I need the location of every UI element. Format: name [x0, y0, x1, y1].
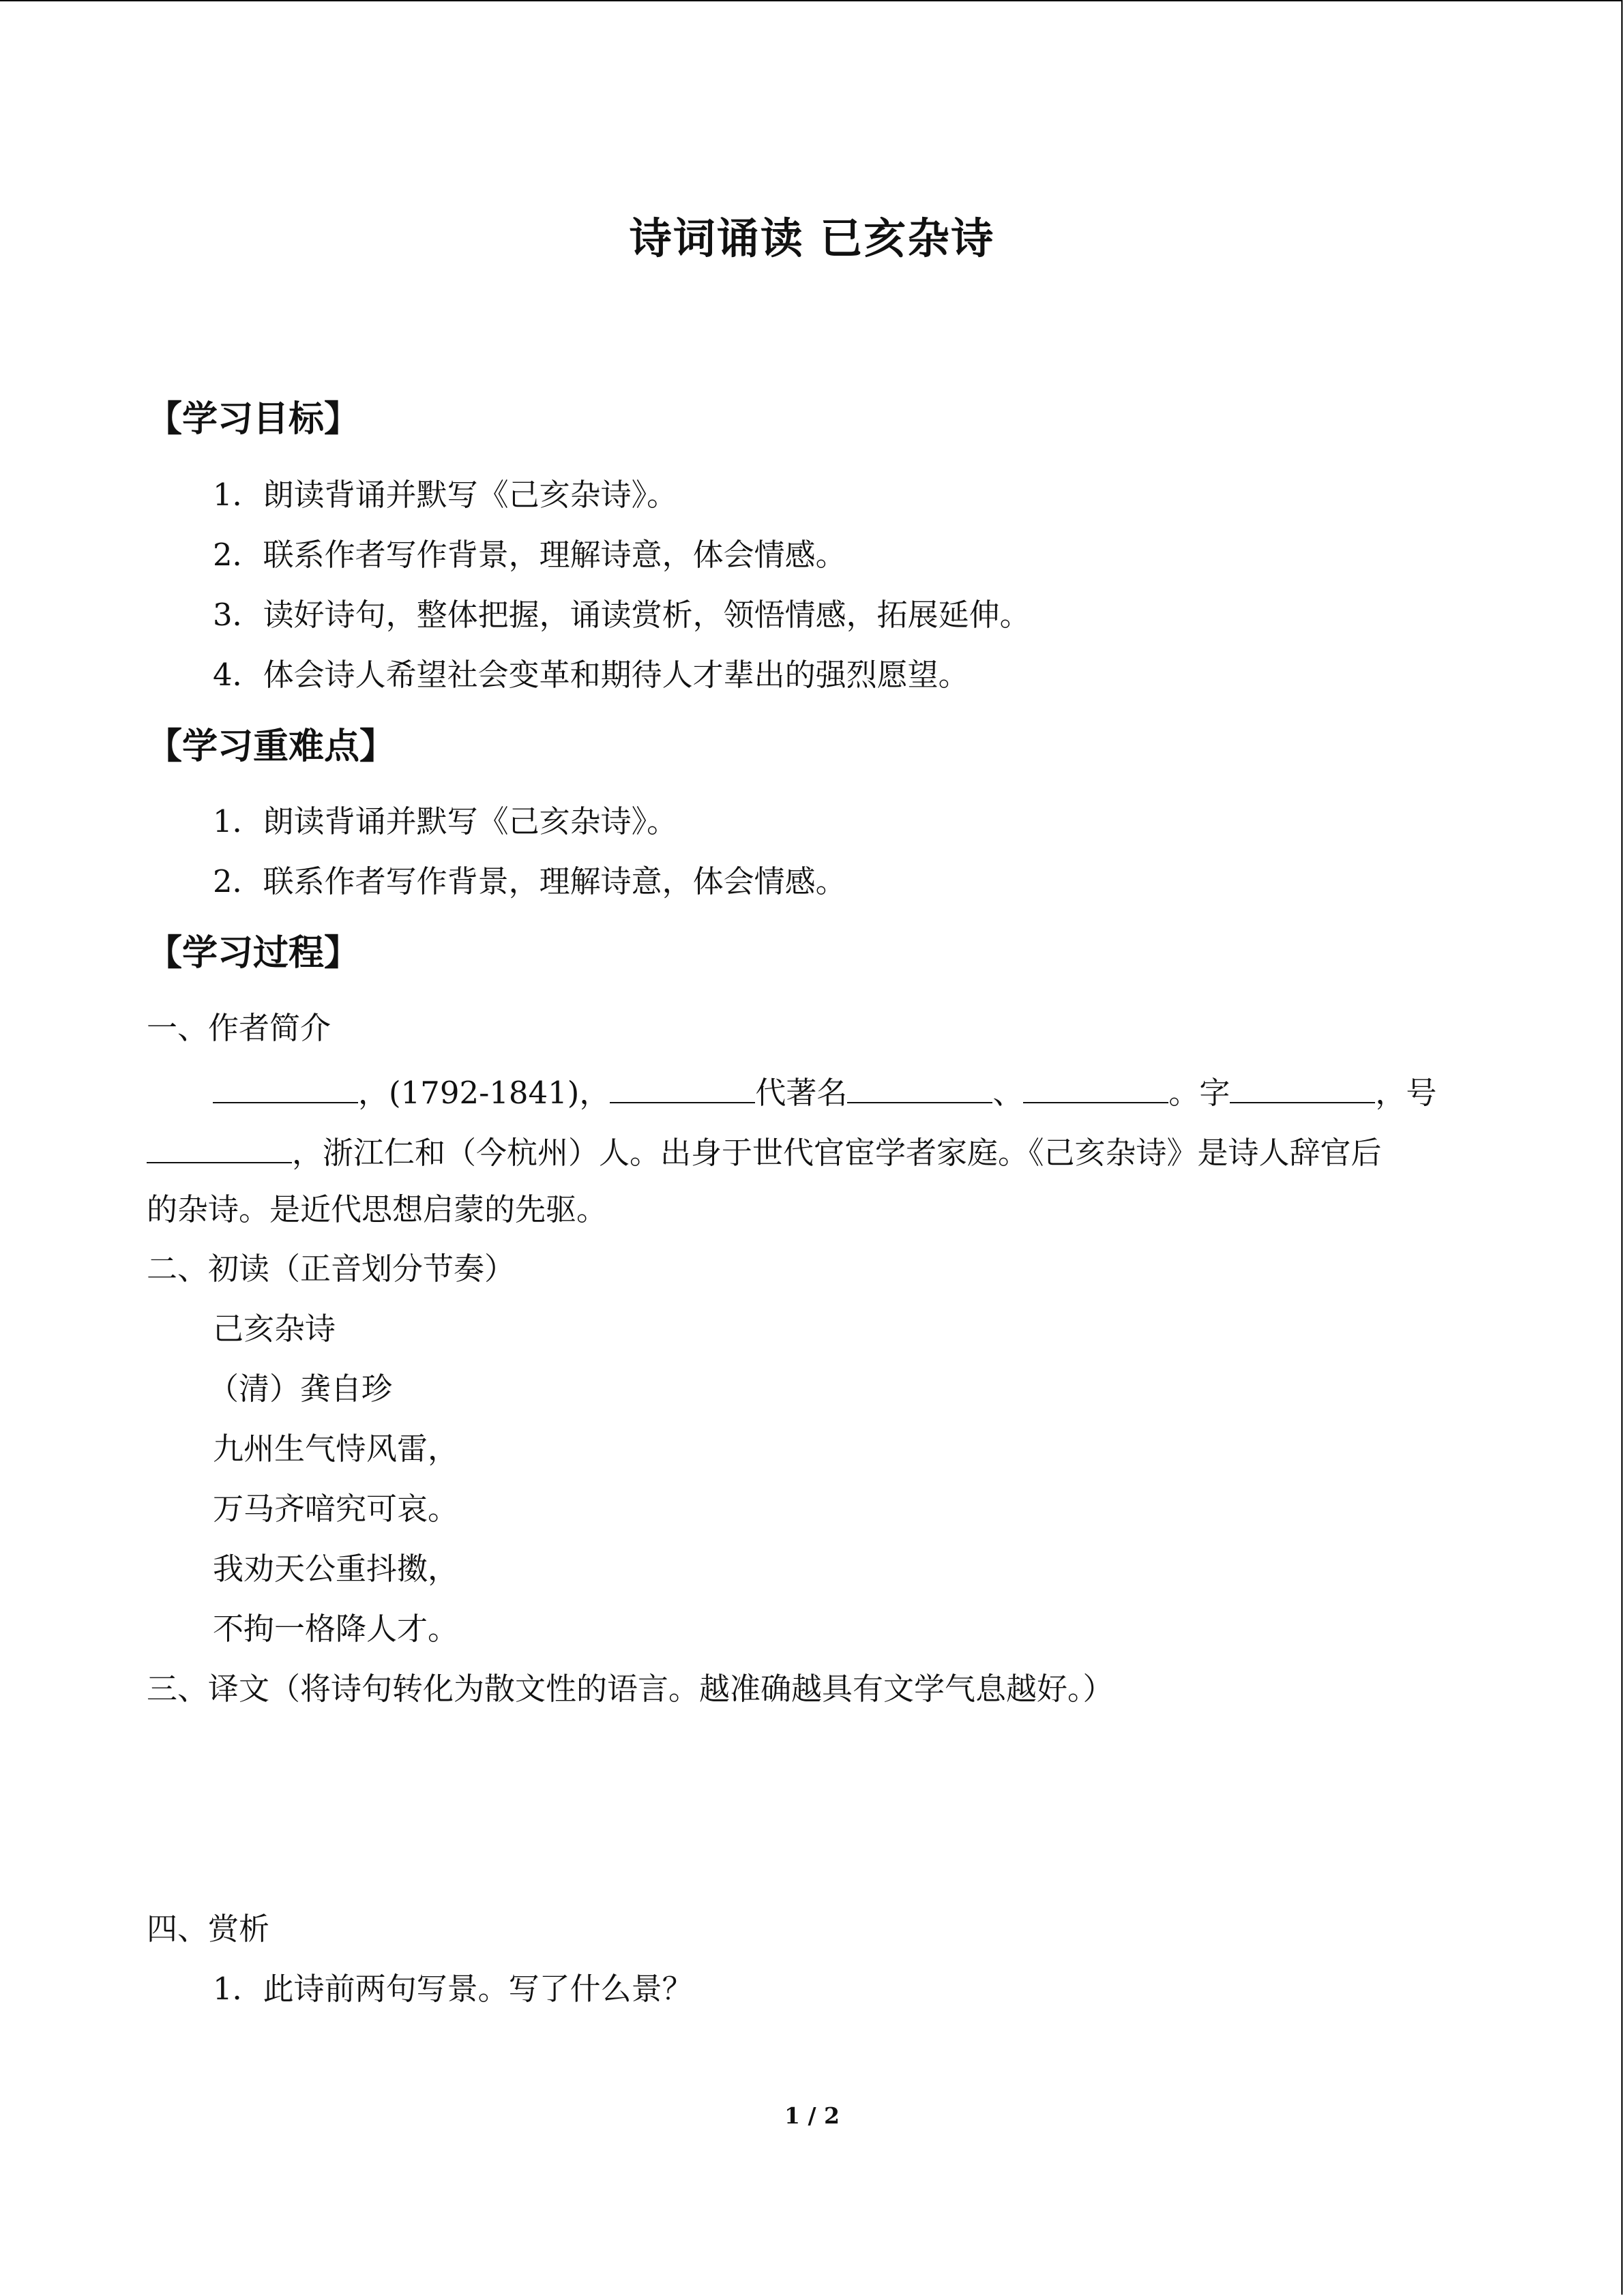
goal-item-2: 2．联系作者写作背景，理解诗意，体会情感。 [213, 537, 846, 573]
blank-hao[interactable] [147, 1133, 292, 1163]
author-years: ，(1792-1841)， [358, 1075, 610, 1111]
page-title: 诗词诵读 已亥杂诗 [629, 213, 995, 263]
poem-author: （清）龚自珍 [208, 1371, 393, 1407]
poem-line-2: 万马齐喑究可哀。 [213, 1491, 459, 1527]
author-line-1 [213, 1073, 1437, 1111]
author-bio-text: ，浙江仁和（今杭州）人。出身于世代官宦学者家庭。《己亥杂诗》是诗人辞官后 [292, 1135, 1382, 1171]
appreciation-heading: 四、赏析 [147, 1911, 270, 1947]
author-heading: 一、作者简介 [147, 1010, 331, 1046]
author-line-3: 的杂诗。是近代思想启蒙的先驱。 [147, 1191, 608, 1227]
key-point-item-2: 2．联系作者写作背景，理解诗意，体会情感。 [213, 863, 846, 899]
poem-line-4: 不拘一格降人才。 [213, 1611, 459, 1647]
author-hao-text: ，号 [1375, 1075, 1437, 1111]
appreciation-question-1: 1．此诗前两句写景。写了什么景？ [213, 1971, 693, 2007]
poem-line-3: 我劝天公重抖擞， [213, 1551, 459, 1587]
goal-item-3: 3．读好诗句，整体把握，诵读赏析，领悟情感，拓展延伸。 [213, 597, 1031, 633]
goal-item-4: 4．体会诗人希望社会变革和期待人才辈出的强烈愿望。 [213, 657, 969, 693]
author-zi-text: 。字 [1168, 1075, 1230, 1111]
blank-zi[interactable] [1230, 1073, 1375, 1103]
key-point-item-1: 1．朗读背诵并默写《己亥杂诗》。 [213, 803, 678, 839]
first-reading-heading: 二、初读（正音划分节奏） [147, 1251, 516, 1287]
goals-heading: 【学习目标】 [147, 398, 360, 440]
blank-role-2[interactable] [1023, 1073, 1168, 1103]
goal-item-1: 1．朗读背诵并默写《己亥杂诗》。 [213, 477, 678, 513]
author-separator: 、 [992, 1075, 1024, 1111]
poem-title: 己亥杂诗 [213, 1311, 336, 1347]
blank-role-1[interactable] [847, 1073, 992, 1103]
author-line-2 [147, 1133, 1382, 1171]
blank-dynasty[interactable] [610, 1073, 755, 1103]
poem-line-1: 九州生气恃风雷， [213, 1431, 459, 1467]
key-points-heading: 【学习重难点】 [147, 726, 396, 767]
author-famous-text: 代著名 [755, 1075, 848, 1111]
page-number: 1 / 2 [784, 2102, 840, 2129]
process-heading: 【学习过程】 [147, 932, 360, 974]
blank-name[interactable] [213, 1073, 358, 1103]
translation-heading: 三、译文（将诗句转化为散文性的语言。越准确越具有文学气息越好。） [147, 1671, 1114, 1707]
